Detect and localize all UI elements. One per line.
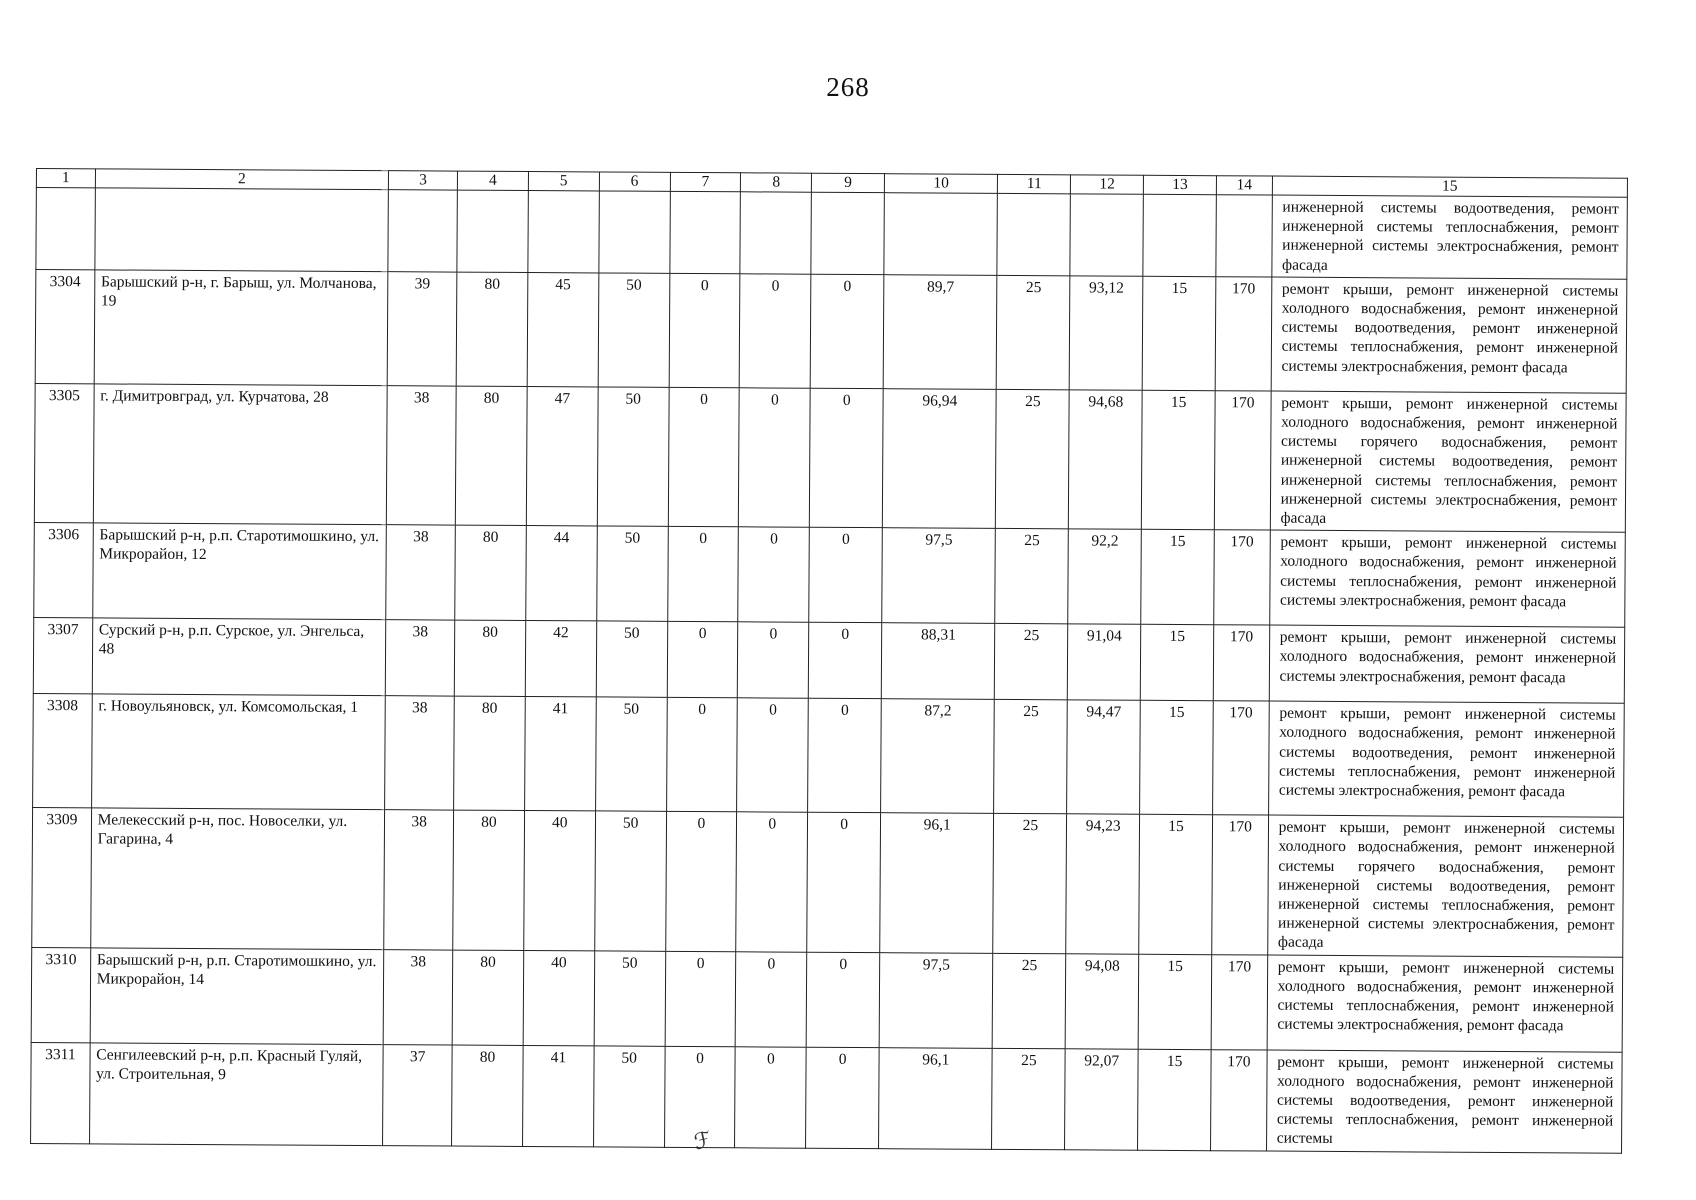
cell-col-13: 15	[1138, 954, 1211, 1049]
cell-col-4: 80	[456, 272, 528, 386]
cell-col-8: 0	[736, 812, 808, 952]
cell-col-10: 97,5	[879, 952, 993, 1048]
cell-col-4: 80	[452, 1045, 523, 1146]
cell-col-4: 80	[455, 525, 526, 620]
cell-col-5: 45	[527, 272, 599, 386]
cell-col-13: 15	[1138, 1049, 1211, 1150]
cell-col-4: 80	[452, 950, 523, 1045]
column-header-7: 7	[670, 172, 741, 191]
cell-col-7: 0	[667, 622, 738, 698]
cell-col-8: 0	[739, 388, 811, 528]
cell-col-8: 0	[737, 698, 809, 812]
column-header-13: 13	[1144, 175, 1217, 194]
cell-col-10: 96,94	[882, 388, 996, 528]
cell-col-11: 25	[993, 814, 1067, 954]
column-header-2: 2	[95, 169, 389, 190]
cell-col-13	[1143, 194, 1216, 276]
cell-col-13: 15	[1140, 700, 1214, 814]
cell-col-13: 15	[1140, 624, 1213, 700]
cell-col-3: 38	[385, 696, 455, 810]
cell-col-9: 0	[810, 388, 884, 528]
cell-col-3: 39	[387, 271, 457, 385]
cell-col-11: 25	[992, 1048, 1065, 1149]
cell-col-6: 50	[596, 621, 667, 697]
cell-col-5: 47	[526, 386, 598, 526]
row-id: 3306	[34, 523, 93, 618]
column-header-3: 3	[389, 171, 458, 190]
table-row	[31, 1042, 1623, 1153]
cell-col-11: 25	[994, 700, 1068, 814]
row-id: 3310	[31, 947, 90, 1042]
cell-col-14	[1216, 195, 1272, 277]
row-works: ремонт крыши, ремонт инженерной системы холодного водоснабжения, ремонт инженерной системы горячего водоснабжения, ремонт инженерной системы водоотведения, ремонт инженерной системы теплоснабжения, ремонт инженерной системы электроснабжения, ремонт фасада	[1270, 391, 1626, 533]
repair-program-table	[30, 168, 1628, 1153]
cell-col-12: 92,2	[1068, 529, 1141, 624]
cell-col-5	[528, 191, 599, 273]
cell-col-10: 88,31	[881, 623, 995, 700]
cell-col-14: 170	[1215, 277, 1271, 391]
cell-col-12: 94,68	[1069, 390, 1143, 530]
cell-col-3: 38	[383, 949, 452, 1044]
column-header-12: 12	[1071, 175, 1144, 194]
cell-col-3: 38	[387, 385, 457, 525]
cell-col-12: 94,08	[1065, 953, 1138, 1048]
table-row	[34, 383, 1626, 532]
column-header-5: 5	[528, 172, 599, 191]
column-header-15: 15	[1272, 176, 1627, 197]
cell-col-12	[1070, 194, 1143, 276]
column-header-8: 8	[741, 173, 812, 192]
handwritten-mark: ℱ	[691, 1126, 714, 1155]
column-header-1: 1	[36, 169, 95, 188]
cell-col-14: 170	[1213, 701, 1269, 815]
table-container	[30, 168, 1628, 1153]
row-id: 3304	[35, 269, 94, 383]
cell-col-14: 170	[1211, 954, 1267, 1049]
cell-col-5: 40	[523, 950, 594, 1045]
row-id	[36, 188, 95, 270]
cell-col-5: 40	[524, 811, 596, 951]
cell-col-14: 170	[1214, 530, 1270, 625]
cell-col-4: 80	[455, 386, 527, 526]
cell-col-10: 96,1	[879, 1047, 993, 1149]
cell-col-7: 0	[669, 273, 741, 387]
cell-col-5: 42	[525, 621, 596, 697]
row-works: ремонт крыши, ремонт инженерной системы холодного водоснабжения, ремонт инженерной системы теплоснабжения, ремонт инженерной системы электроснабжения, ремонт фасада	[1269, 530, 1625, 627]
cell-col-7	[669, 191, 740, 273]
cell-col-12: 91,04	[1068, 624, 1141, 700]
column-header-11: 11	[998, 174, 1071, 193]
row-address: Барышский р-н, г. Барыш, ул. Молчанова, 19	[94, 270, 388, 386]
cell-col-4: 80	[454, 696, 526, 810]
cell-col-11: 25	[995, 624, 1068, 700]
row-address: Мелекесский р-н, пос. Новоселки, ул. Гагарина, 4	[90, 808, 384, 949]
row-address: Сенгилеевский р-н, р.п. Красный Гуляй, ул. Строительная, 9	[89, 1043, 383, 1146]
cell-col-8: 0	[738, 527, 809, 622]
table-row	[33, 618, 1624, 704]
cell-col-7: 0	[664, 1046, 735, 1147]
cell-col-5: 41	[522, 1045, 593, 1146]
cell-col-8	[740, 192, 811, 274]
cell-col-6	[599, 191, 670, 273]
cell-col-8: 0	[736, 951, 807, 1046]
cell-col-8: 0	[735, 1046, 806, 1147]
cell-col-6: 50	[595, 697, 667, 811]
column-header-6: 6	[599, 172, 670, 191]
cell-col-12: 93,12	[1069, 276, 1143, 390]
cell-col-14: 170	[1212, 815, 1269, 955]
column-header-10: 10	[884, 174, 997, 194]
cell-col-6: 50	[597, 387, 669, 527]
cell-col-8: 0	[740, 274, 812, 388]
cell-col-7: 0	[665, 812, 737, 952]
cell-col-6: 50	[594, 811, 666, 951]
cell-col-10	[884, 193, 998, 276]
cell-col-10: 96,1	[880, 813, 994, 953]
row-address: г. Димитровград, ул. Курчатова, 28	[93, 384, 387, 525]
cell-col-9: 0	[808, 698, 882, 812]
cell-col-4: 80	[454, 620, 525, 696]
cell-col-9: 0	[807, 812, 881, 952]
cell-col-7: 0	[665, 951, 736, 1046]
table-row	[36, 188, 1627, 280]
cell-col-11: 25	[993, 953, 1066, 1048]
column-header-9: 9	[812, 173, 885, 192]
cell-col-4	[457, 190, 528, 272]
row-works: ремонт крыши, ремонт инженерной системы холодного водоснабжения, ремонт инженерной системы водоотведения, ремонт инженерной системы теплоснабжения, ремонт инженерной системы	[1266, 1050, 1622, 1153]
cell-col-14: 170	[1211, 1049, 1267, 1150]
cell-col-5: 41	[524, 697, 596, 811]
cell-col-3: 37	[383, 1044, 452, 1145]
cell-col-7: 0	[667, 527, 738, 622]
cell-col-3: 38	[386, 525, 455, 620]
cell-col-13: 15	[1141, 529, 1214, 624]
table-row	[33, 694, 1625, 818]
page-number: 268	[826, 72, 870, 102]
row-address: Барышский р-н, р.п. Старотимошкино, ул. Микрорайон, 12	[92, 523, 386, 620]
cell-col-13: 15	[1141, 390, 1215, 530]
row-address	[95, 188, 389, 272]
cell-col-10: 87,2	[881, 699, 995, 814]
row-address: Сурский р-н, р.п. Сурское, ул. Энгельса, 48	[92, 618, 386, 696]
cell-col-10: 97,5	[882, 528, 996, 624]
row-id: 3307	[33, 618, 92, 694]
cell-col-12: 94,47	[1067, 700, 1141, 814]
cell-col-14: 170	[1213, 625, 1269, 701]
cell-col-13: 15	[1142, 276, 1216, 390]
row-id: 3309	[32, 808, 92, 948]
cell-col-6: 50	[594, 951, 665, 1046]
cell-col-9: 0	[806, 952, 879, 1047]
cell-col-9	[811, 192, 884, 274]
row-works: ремонт крыши, ремонт инженерной системы холодного водоснабжения, ремонт инженерной системы электроснабжения, ремонт фасада	[1269, 625, 1625, 703]
cell-col-11: 25	[995, 529, 1068, 624]
cell-col-12: 92,07	[1065, 1048, 1138, 1149]
cell-col-9: 0	[809, 527, 882, 622]
cell-col-11: 25	[996, 389, 1070, 529]
table-row	[35, 269, 1627, 393]
cell-col-13: 15	[1139, 814, 1213, 954]
cell-col-11: 25	[997, 275, 1071, 389]
cell-col-7: 0	[666, 698, 738, 812]
row-id: 3311	[31, 1042, 90, 1143]
cell-col-6: 50	[598, 273, 670, 387]
cell-col-6: 50	[596, 526, 667, 621]
cell-col-14: 170	[1214, 391, 1271, 531]
cell-col-12: 94,23	[1066, 814, 1140, 954]
cell-col-3: 38	[384, 810, 454, 950]
cell-col-5: 44	[526, 526, 597, 621]
row-works: инженерной системы водоотведения, ремонт инженерной системы теплоснабжения, ремонт инженерной системы электроснабжения, ремонт фасада	[1272, 195, 1628, 279]
table-row	[34, 523, 1626, 628]
cell-col-11	[997, 193, 1070, 275]
cell-col-3	[388, 190, 457, 272]
row-works: ремонт крыши, ремонт инженерной системы холодного водоснабжения, ремонт инженерной системы горячего водоснабжения, ремонт инженерной системы водоотведения, ремонт инженерной системы теплоснабжения, ремонт инженерной системы электроснабжения, ремонт фасада	[1267, 815, 1623, 957]
cell-col-3: 38	[385, 620, 454, 696]
cell-col-9: 0	[806, 1047, 879, 1148]
cell-col-7: 0	[668, 387, 740, 527]
row-works: ремонт крыши, ремонт инженерной системы холодного водоснабжения, ремонт инженерной системы водоотведения, ремонт инженерной системы теплоснабжения, ремонт инженерной системы электроснабжения, ремонт фасада	[1268, 701, 1624, 817]
cell-col-9: 0	[808, 622, 881, 698]
column-header-4: 4	[457, 171, 528, 190]
row-id: 3305	[34, 383, 94, 523]
table-row	[31, 947, 1623, 1052]
row-id: 3308	[33, 694, 92, 808]
cell-col-9: 0	[810, 274, 884, 388]
cell-col-8: 0	[738, 622, 809, 698]
row-address: г. Новоульяновск, ул. Комсомольская, 1	[91, 694, 385, 810]
row-address: Барышский р-н, р.п. Старотимошкино, ул. Микрорайон, 14	[90, 948, 384, 1045]
cell-col-6: 50	[593, 1046, 664, 1147]
row-works: ремонт крыши, ремонт инженерной системы холодного водоснабжения, ремонт инженерной системы водоотведения, ремонт инженерной системы теплоснабжения, ремонт инженерной системы электроснабжения, ремонт фасада	[1271, 277, 1627, 393]
table-row	[32, 808, 1624, 957]
row-works: ремонт крыши, ремонт инженерной системы холодного водоснабжения, ремонт инженерной системы теплоснабжения, ремонт инженерной системы электроснабжения, ремонт фасада	[1267, 955, 1623, 1052]
cell-col-10: 89,7	[883, 274, 997, 389]
column-header-14: 14	[1216, 176, 1272, 195]
cell-col-4: 80	[453, 810, 525, 950]
